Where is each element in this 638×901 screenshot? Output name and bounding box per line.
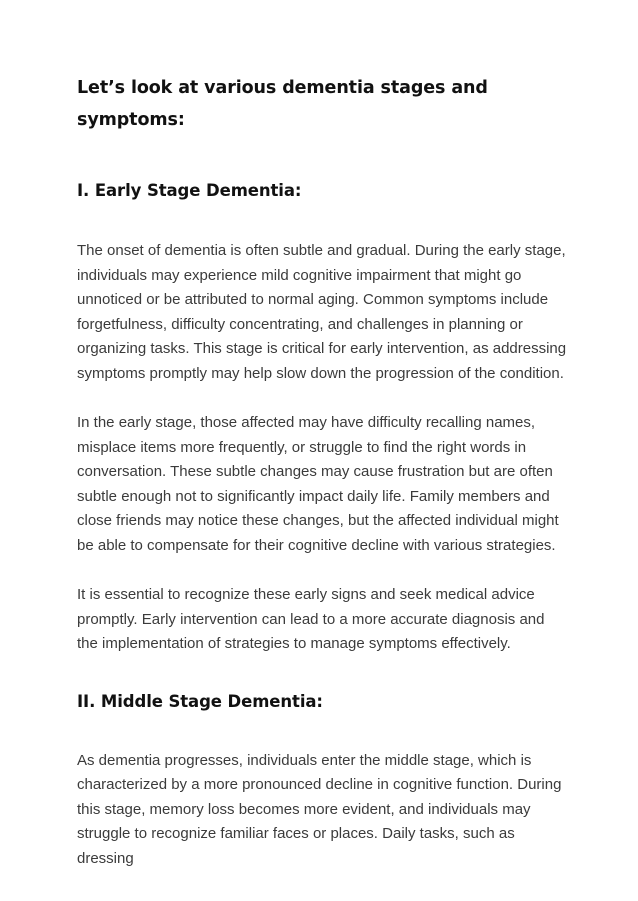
- intro-heading: Let’s look at various dementia stages and symptoms:: [77, 78, 488, 130]
- section-title-middle-stage: II. Middle Stage Dementia:: [77, 691, 323, 711]
- section-title-early-stage: I. Early Stage Dementia:: [77, 181, 302, 200]
- paragraph: As dementia progresses, individuals enter the middle stage, which is characterized by a more pronounced decline in cognitive function. During this stage, memory loss becomes more evident, and individuals may struggle to recognize familiar faces or places. Daily tasks, such as dressing: [77, 751, 562, 867]
- paragraph: The onset of dementia is often subtle and gradual. During the early stage, individuals may experience mild cognitive impairment that might go unnoticed or be attributed to normal aging. Common symptoms include forgetfulness, difficulty concentrating, and challenges in planning or organizing tasks. This stage is critical for early intervention, as addressing symptoms promptly may help slow down the progression of the condition.: [77, 242, 567, 382]
- document-content: [77, 72, 567, 871]
- paragraph: It is essential to recognize these early signs and seek medical advice promptly. Early intervention can lead to a more accurate diagnosis and the implementation of strategies to manage symptoms effectively.: [77, 586, 545, 652]
- paragraph: In the early stage, those affected may have difficulty recalling names, misplace items more frequently, or struggle to find the right words in conversation. These subtle changes may cause frustration but are often subtle enough not to significantly impact daily life. Family members and close friends may notice these changes, but the affected individual might be able to compensate for their cognitive decline with various strategies.: [77, 414, 559, 554]
